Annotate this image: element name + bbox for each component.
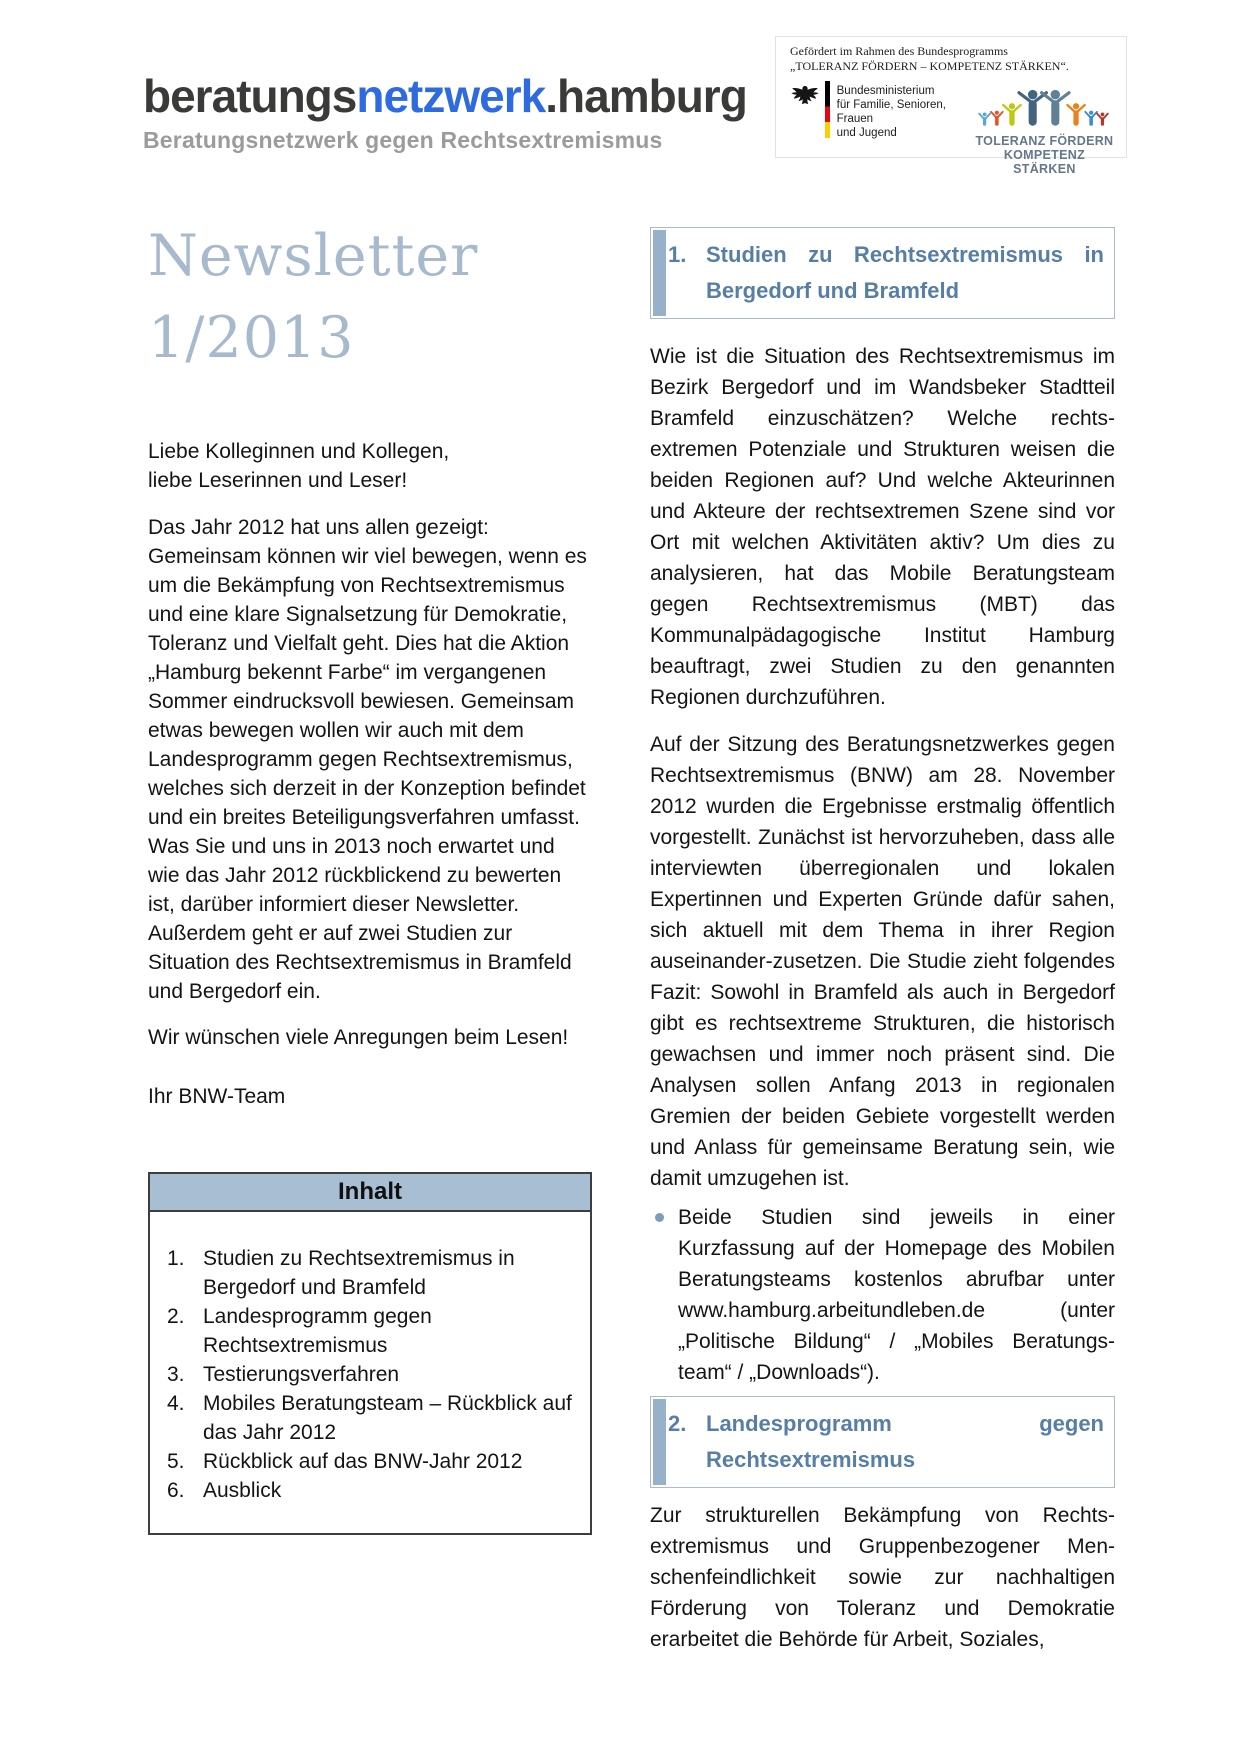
people-chain-icon: [978, 83, 1110, 127]
program-logo-text: [975, 134, 1114, 176]
ministry-name-line1: Bundesministerium: [836, 85, 935, 97]
toc-item: [167, 1302, 576, 1360]
section-heading-bar-icon: [653, 230, 666, 316]
section-1-title-text: Studien zu Rechtsextremismus in Bergedorf und Bramfeld: [706, 242, 1104, 303]
federal-eagle-icon: [790, 83, 820, 116]
toc-item-number: 5.: [167, 1450, 185, 1473]
funding-logos-row: [790, 81, 1114, 176]
toc-item-number: 6.: [167, 1479, 185, 1502]
toc-item-label: Studien zu Rechtsextremismus in Bergedorf und Bramfeld: [203, 1247, 515, 1299]
funding-note-line2: „TOLERANZ FÖRDERN – KOMPETENZ STÄRKEN“.: [790, 59, 1069, 73]
brand-logo: [143, 72, 747, 154]
intro-paragraph: Das Jahr 2012 hat uns allen gezeigt: Gemeinsam können wir viel bewegen, wenn es um die Bekämpfung von Rechtsextremismus und eine klare Signalsetzung für Demokratie, Toleranz und Vielfalt geht. Dies hat die Aktion „Hamburg bekennt Farbe“ im vergangenen Sommer eindrucksvoll bewiesen. Gemeinsam etwas bewegen wollen wir auch mit dem Landesprogramm gegen Rechtsextremismus, welches sich derzeit in der Konzeption befindet und ein breites Beteiligungsverfahren umfasst. Was Sie und uns in 2013 noch erwartet und wie das Jahr 2012 rückblickend zu bewerten ist, darüber informiert dieser Newsletter. Außerdem geht er auf zwei Studien zur Situation des Rechtsextremismus in Bramfeld und Bergedorf ein.: [148, 516, 587, 1003]
bullet-item-text: Beide Studien sind jeweils in einer Kurzfassung auf der Homepage des Mobilen Beratungsteams kostenlos abrufbar unter www.hamburg.arbeitundleben.de (unter „Politische Bildung“ / „Mobiles Beratungs-team“ / „Downloads“).: [678, 1206, 1115, 1384]
toc-item: [167, 1244, 576, 1302]
toc-item: [167, 1389, 576, 1447]
section-1-number: 1.: [668, 242, 687, 267]
ministry-name-line3: und Jugend: [836, 127, 897, 139]
signature: Ihr BNW-Team: [148, 1085, 286, 1108]
program-logo-line2: KOMPETENZ STÄRKEN: [1003, 148, 1086, 176]
ministry-name-line2: für Familie, Senioren, Frauen: [836, 99, 946, 125]
toc-item-label: Landesprogramm gegen Rechtsextremismus: [203, 1305, 432, 1357]
toc-item-label: Ausblick: [203, 1479, 282, 1502]
toc-item-number: 1.: [167, 1247, 185, 1270]
program-logo: [975, 81, 1114, 176]
brand-part-netzwerk: netzwerk: [356, 70, 546, 122]
greeting: [148, 437, 588, 495]
funding-note-line1: Gefördert im Rahmen des Bundesprogramms: [790, 44, 1008, 58]
section-heading-2: [650, 1396, 1115, 1488]
page-title-line2: 1/2013: [148, 305, 355, 371]
toc-title: Inhalt: [150, 1174, 590, 1212]
page-title: [148, 215, 588, 379]
toc-item-label: Testierungsverfahren: [203, 1363, 400, 1386]
toc-item-number: 2.: [167, 1305, 185, 1328]
ministry-name: [837, 81, 975, 140]
toc-list: [150, 1212, 590, 1533]
closing-wish: Wir wünschen viele Anregungen beim Lesen!: [148, 1026, 569, 1049]
bullet-dot-icon: [655, 1213, 664, 1222]
greeting-line1: Liebe Kolleginnen und Kollegen,: [148, 440, 450, 463]
left-column: [148, 215, 588, 1111]
section-1-title: [668, 228, 1114, 318]
toc-item: [167, 1447, 576, 1476]
section-2-title: [668, 1397, 1114, 1487]
brand-part-hamburg: .hamburg: [545, 70, 747, 122]
toc-item: [167, 1476, 576, 1505]
german-flag-bar-icon: [825, 81, 830, 138]
program-logo-line1: TOLERANZ FÖRDERN: [975, 134, 1114, 148]
toc-item-number: 4.: [167, 1392, 185, 1415]
section-2-paragraph-1: Zur strukturellen Bekämpfung von Rechts-extremismus und Gruppenbezogener Men-schenfeindlichkeit sowie zur nachhaltigen Förderung von Toleranz und Demokratie erarbeitet die Behörde für Arbeit, Soziales,: [650, 1504, 1115, 1651]
greeting-line2: liebe Leserinnen und Leser!: [148, 469, 408, 492]
toc-item-label: Mobiles Beratungsteam – Rückblick auf das Jahr 2012: [203, 1392, 572, 1444]
brand-wordmark: [143, 72, 747, 120]
brand-subtitle: Beratungsnetzwerk gegen Rechtsextremismus: [143, 127, 663, 154]
section-heading-1: [650, 227, 1115, 319]
toc-item-number: 3.: [167, 1363, 185, 1386]
section-2-number: 2.: [668, 1411, 687, 1436]
section-1-paragraph-1: Wie ist die Situation des Rechtsextremismus im Bezirk Bergedorf und im Wandsbeker Stadtteil Bramfeld einzuschätzen? Welche rechts-extremen Potenziale und Strukturen weisen die beiden Regionen auf? Und welche Akteurinnen und Akteure der rechtsextremen Szene sind vor Ort mit welchen Aktivitäten aktiv? Um dies zu analysieren, hat das Mobile Beratungsteam gegen Rechtsextremismus (MBT) das Kommunalpädagogische Institut Hamburg beauftragt, zwei Studien zu den genannten Regionen durchzuführen.: [650, 345, 1115, 709]
funding-logos-box: [775, 36, 1127, 176]
table-of-contents: [148, 1172, 592, 1535]
bullet-item: [650, 1202, 1115, 1388]
toc-item: [167, 1360, 576, 1389]
page-title-line1: Newsletter: [148, 223, 479, 289]
section-2-title-text: Landesprogramm gegen Rechtsextremismus: [706, 1411, 1104, 1472]
toc-item-label: Rückblick auf das BNW-Jahr 2012: [203, 1450, 523, 1473]
brand-part-beratungs: beratungs: [143, 70, 357, 122]
funding-program-note: [790, 44, 1114, 74]
section-heading-bar-icon: [653, 1399, 666, 1485]
ministry-logo: [790, 81, 975, 140]
section-1-paragraph-2: Auf der Sitzung des Beratungsnetzwerkes gegen Rechtsextremismus (BNW) am 28. November 2012 wurden die Ergebnisse erstmalig öffentlich vorgestellt. Zunächst ist hervorzuheben, dass alle interviewten überregionalen und lokalen Expertinnen und Experten Gründe dafür sahen, sich aktuell mit dem Thema in ihrer Region auseinander-zusetzen. Die Studie zieht folgendes Fazit: Sowohl in Bramfeld als auch in Bergedorf gibt es rechtsextreme Strukturen, die historisch gewachsen und immer noch präsent sind. Die Analysen sollen Anfang 2013 in regionalen Gremien der beiden Gebiete vorgestellt werden und Anlass für gemeinsame Beratung sein, wie damit umzugehen ist.: [650, 733, 1115, 1190]
right-column: [650, 227, 1115, 1671]
